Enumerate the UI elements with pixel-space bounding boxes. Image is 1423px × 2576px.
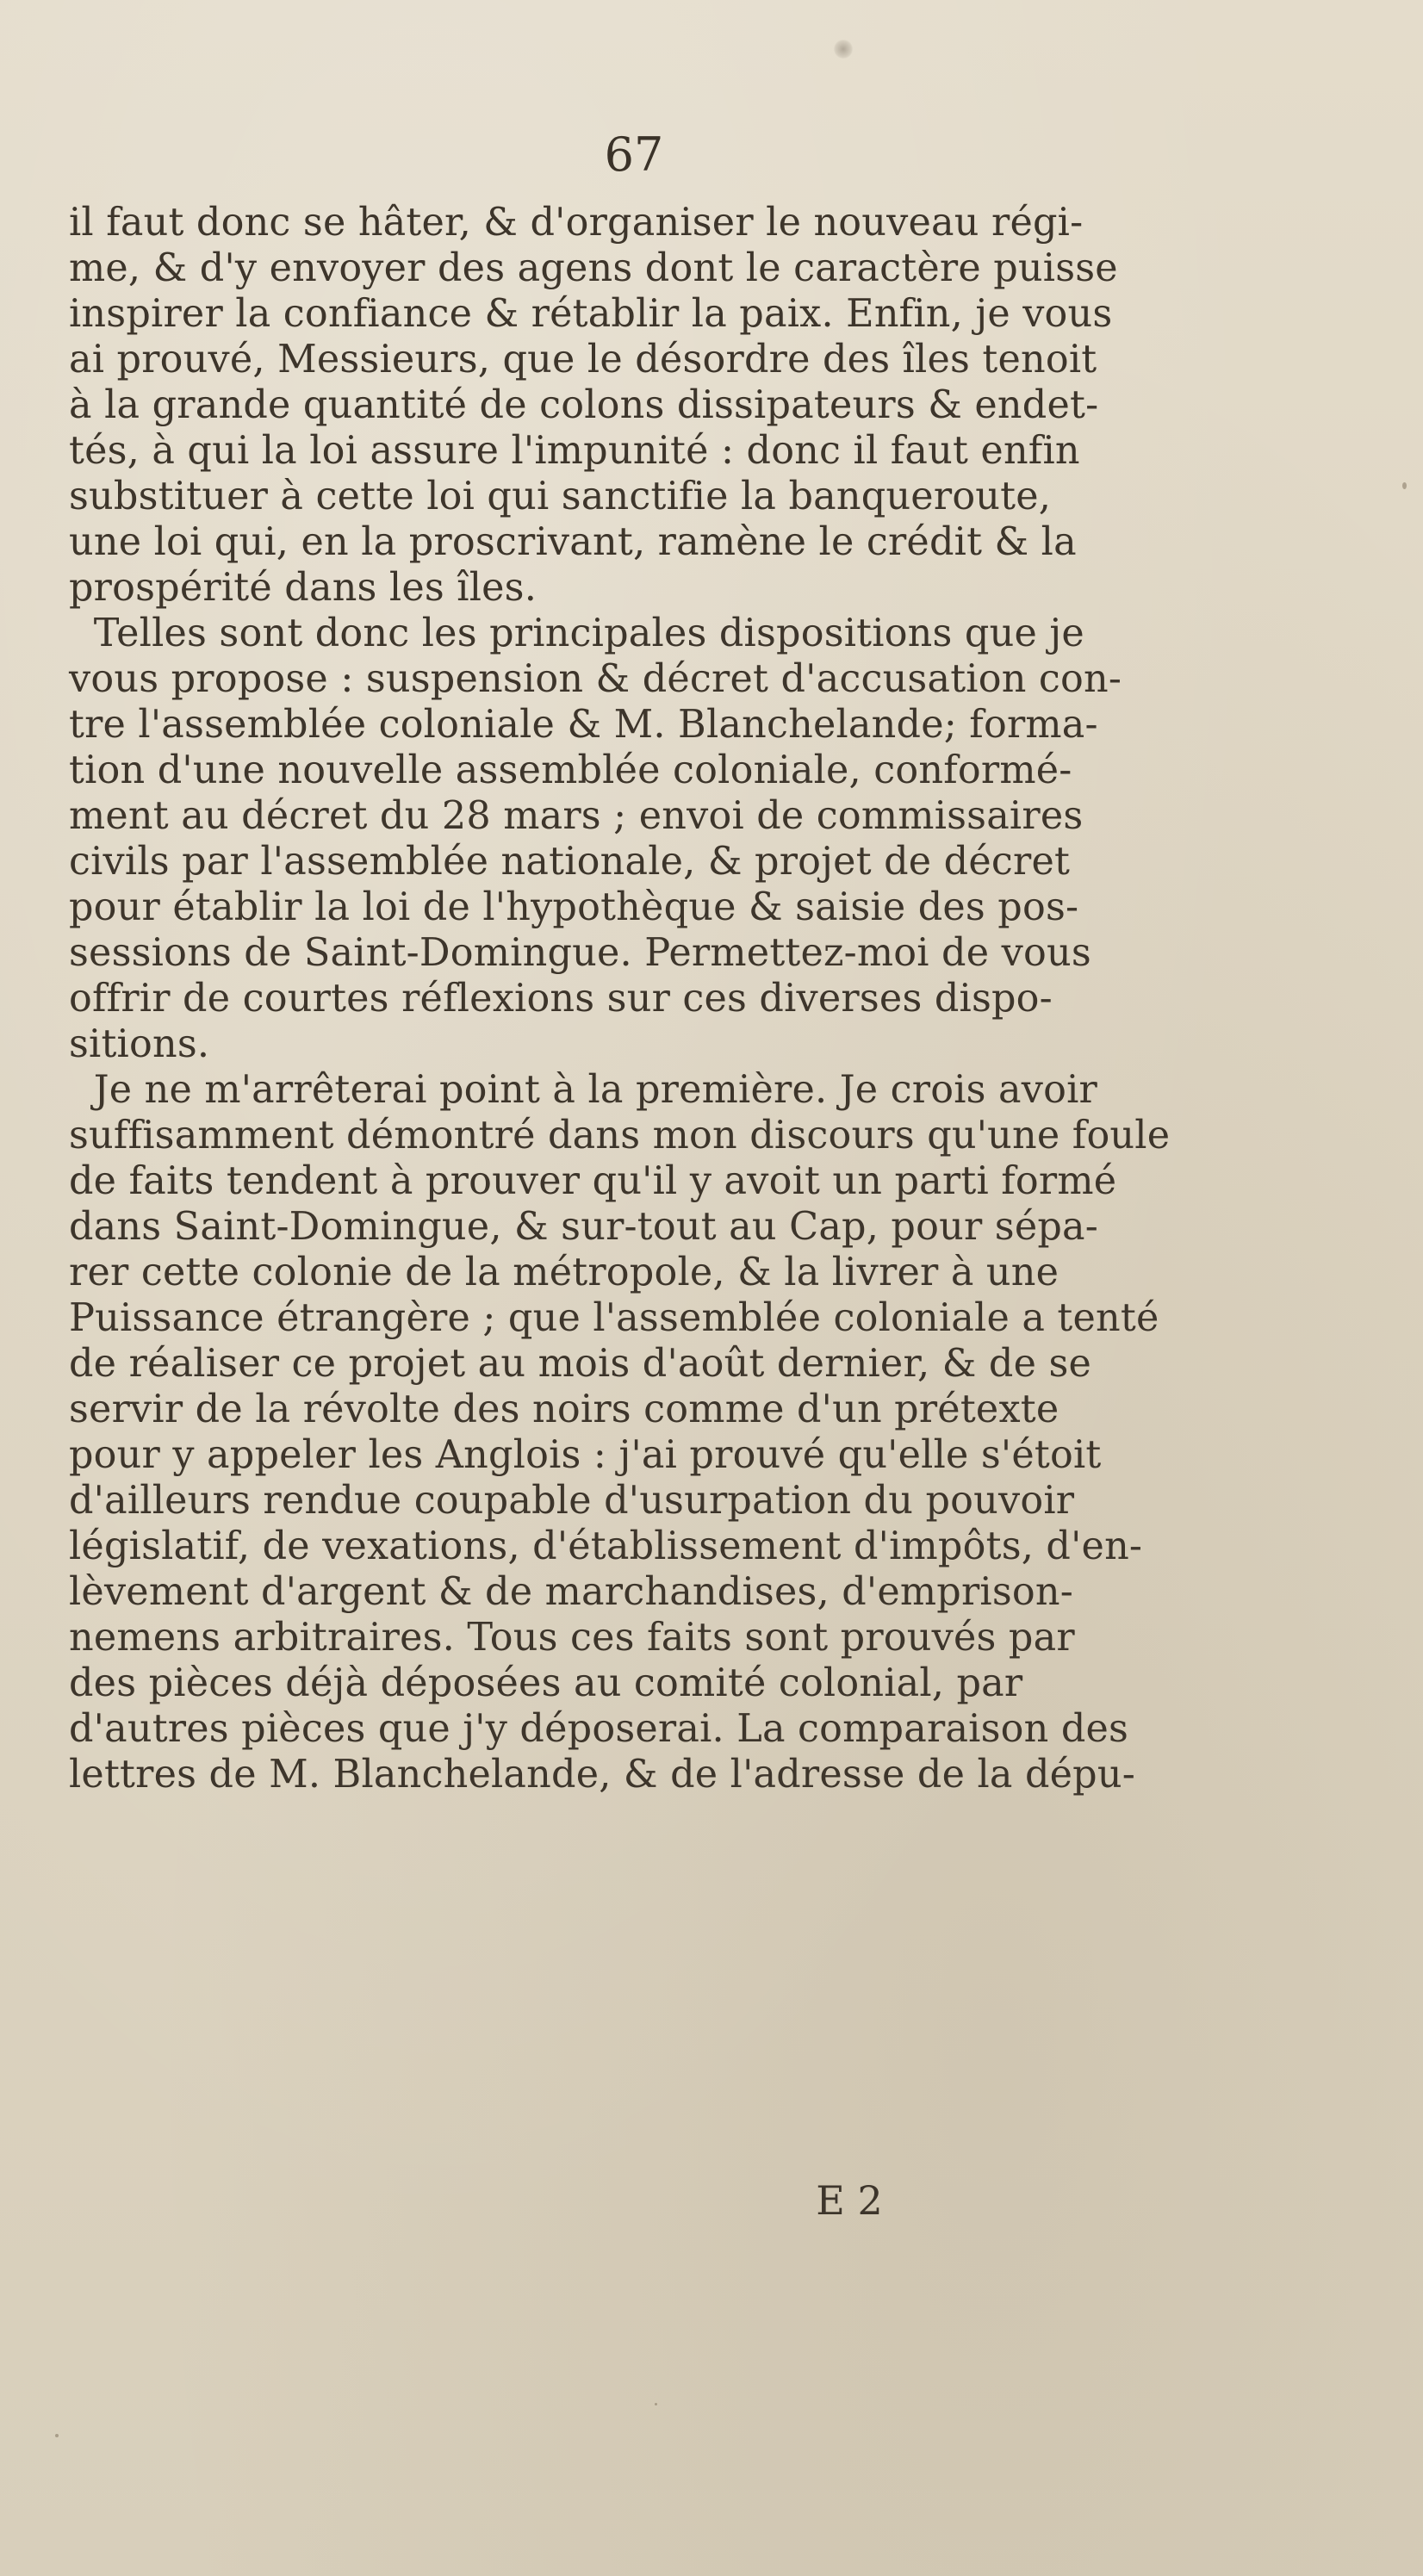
- text-line: ai prouvé, Messieurs, que le désordre des îles tenoit: [69, 338, 1097, 382]
- text-line: ment au décret du 28 mars ; envoi de commissaires: [69, 794, 1084, 838]
- text-line: lèvement d'argent & de marchandises, d'emprison-: [69, 1570, 1073, 1614]
- text-line: des pièces déjà déposées au comité colonial, par: [69, 1661, 1023, 1705]
- text-line: civils par l'assemblée nationale, & projet de décret: [69, 840, 1071, 884]
- paper-speck: [1402, 482, 1407, 489]
- paper-speck: [55, 2434, 59, 2437]
- text-line: Telles sont donc les principales dispositions que je: [69, 611, 1084, 655]
- signature-mark: E 2: [816, 2177, 883, 2224]
- text-line: une loi qui, en la proscrivant, ramène le crédit & la: [69, 520, 1077, 564]
- text-line: pour y appeler les Anglois : j'ai prouvé qu'elle s'étoit: [69, 1433, 1102, 1477]
- text-line: il faut donc se hâter, & d'organiser le nouveau régi-: [69, 201, 1084, 245]
- text-line: d'ailleurs rendue coupable d'usurpation du pouvoir: [69, 1479, 1075, 1523]
- text-line: me, & d'y envoyer des agens dont le caractère puisse: [69, 246, 1118, 290]
- text-line: servir de la révolte des noirs comme d'un prétexte: [69, 1387, 1059, 1431]
- text-line: rer cette colonie de la métropole, & la livrer à une: [69, 1251, 1059, 1294]
- body-text: [69, 200, 1309, 1797]
- text-line: inspirer la confiance & rétablir la paix. Enfin, je vous: [69, 292, 1113, 336]
- text-line: d'autres pièces que j'y déposerai. La comparaison des: [69, 1707, 1129, 1751]
- text-line: nemens arbitraires. Tous ces faits sont prouvés par: [69, 1616, 1075, 1660]
- text-line: suffisamment démontré dans mon discours qu'une foule: [69, 1114, 1171, 1158]
- text-line: offrir de courtes réflexions sur ces diverses dispo-: [69, 977, 1053, 1021]
- text-line: pour établir la loi de l'hypothèque & saisie des pos-: [69, 885, 1079, 929]
- text-line: dans Saint-Domingue, & sur-tout au Cap, pour sépa-: [69, 1205, 1099, 1249]
- text-line: de faits tendent à prouver qu'il y avoit un parti formé: [69, 1159, 1117, 1203]
- text-line: vous propose : suspension & décret d'accusation con-: [69, 657, 1122, 701]
- text-line: substituer à cette loi qui sanctifie la banqueroute,: [69, 475, 1052, 518]
- text-line: tre l'assemblée coloniale & M. Blanchelande; forma-: [69, 703, 1098, 747]
- text-line: prospérité dans les îles.: [69, 566, 538, 610]
- text-line: Je ne m'arrêterai point à la première. Je crois avoir: [69, 1068, 1098, 1112]
- text-line: tion d'une nouvelle assemblée coloniale, conformé-: [69, 748, 1072, 792]
- text-line: de réaliser ce projet au mois d'août dernier, & de se: [69, 1342, 1092, 1386]
- text-line: sessions de Saint-Domingue. Permettez-moi de vous: [69, 931, 1091, 975]
- text-line: législatif, de vexations, d'établissement d'impôts, d'en-: [69, 1524, 1143, 1568]
- ink-blot-decoration: [834, 40, 853, 59]
- page-number: 67: [604, 127, 664, 182]
- text-line: tés, à qui la loi assure l'impunité : donc il faut enfin: [69, 429, 1080, 473]
- text-line: sitions.: [69, 1022, 210, 1066]
- text-line: lettres de M. Blanchelande, & de l'adresse de la dépu-: [69, 1753, 1135, 1797]
- text-line: à la grande quantité de colons dissipateurs & endet-: [69, 383, 1099, 427]
- text-line: Puissance étrangère ; que l'assemblée coloniale a tenté: [69, 1296, 1159, 1340]
- paper-speck: [655, 2403, 657, 2405]
